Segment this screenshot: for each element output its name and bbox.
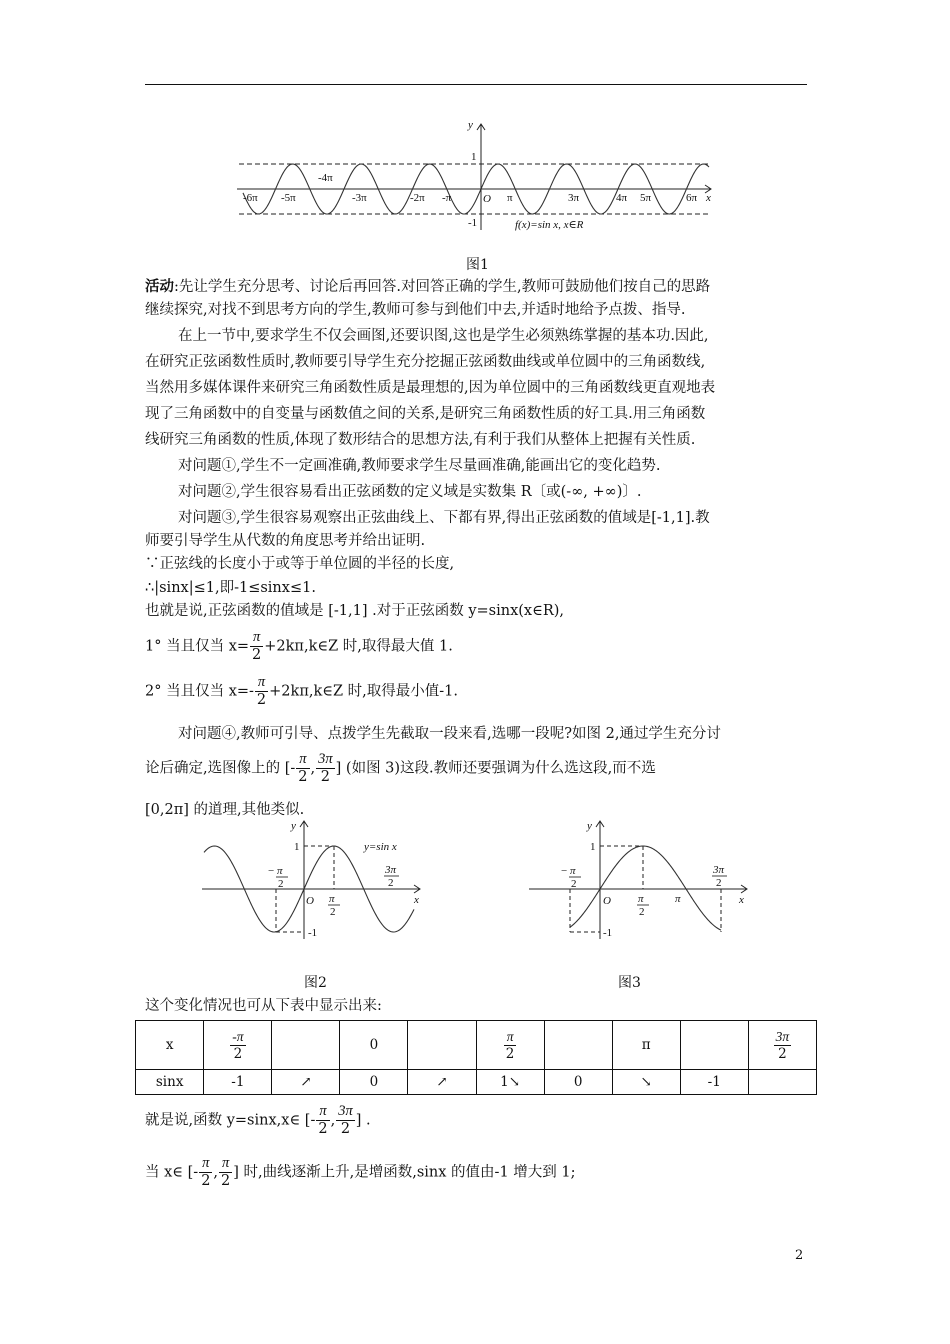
fig2-origin: O <box>306 895 314 907</box>
fig3-tick-neg-half: π <box>570 865 576 877</box>
q1-line: 对问题①,学生不一定画准确,教师要求学生尽量画准确,能画出它的变化趋势. <box>178 458 661 474</box>
fig2-tick-three-half: 3π <box>385 864 397 876</box>
table-cell: ↗ <box>408 1070 476 1095</box>
table-cell <box>408 1021 476 1070</box>
table-row <box>136 1070 817 1095</box>
table-cell <box>544 1021 612 1070</box>
fraction: $\frac{3\pi}{2}$ <box>318 751 333 785</box>
fig1-tick: 6π <box>686 192 698 204</box>
fig2-tick-den: 2 <box>278 878 284 890</box>
fig2-tick-den: 2 <box>388 877 394 889</box>
fig2-y-label: y <box>291 820 296 832</box>
fig2-tick-half: π <box>329 893 335 905</box>
fig1-tick: -6π <box>243 192 258 204</box>
activity-line-2: 继续探究,对找不到思考方向的学生,教师可参与到他们中去,并适时地给予点拨、指导. <box>145 302 686 318</box>
max-line: 1° 当且仅当 x= $\frac{\pi}{2}$ +2kπ,k∈Z 时,取得最大值 1. <box>145 629 453 663</box>
last-line: 当 x∈ [- $\frac{\pi}{2}$ , $\frac{\pi}{2}$ ] 时,曲线逐渐上升,是增函数,sinx 的值由-1 增大到 1; <box>145 1155 576 1189</box>
fig3-x-label: x <box>739 894 744 906</box>
table-cell: $\frac{3\pi}{2}$ <box>748 1021 816 1070</box>
range-line: 也就是说,正弦函数的值域是 [-1,1] .对于正弦函数 y=sinx(x∈R), <box>145 603 565 619</box>
fig1-tick: 5π <box>640 192 652 204</box>
table-cell: 0 <box>544 1070 612 1095</box>
fig3-tick-den: 2 <box>571 878 577 890</box>
table-cell: ↘ <box>612 1070 680 1095</box>
figure-2-sine-graph <box>198 815 428 940</box>
fraction: $\frac{\pi}{2}$ <box>256 674 267 708</box>
table-cell: x <box>136 1021 204 1070</box>
because-line: ∵正弦线的长度小于或等于单位圆的半径的长度, <box>145 556 455 572</box>
therefore-line: ∴|sinx|≤1,即-1≤sinx≤1. <box>145 580 316 596</box>
page-number: 2 <box>795 1248 804 1263</box>
fig1-func-label: f(x)=sin x, x∈R <box>515 219 584 231</box>
table-row <box>136 1021 817 1070</box>
table-cell: -1 <box>204 1070 272 1095</box>
min-line: 2° 当且仅当 x=- $\frac{\pi}{2}$ +2kπ,k∈Z 时,取得最小值-1. <box>145 674 459 708</box>
fig1-tick: -π <box>442 192 452 204</box>
fig1-neg-one: -1 <box>468 217 478 229</box>
fraction: $\frac{\pi}{2}$ <box>298 751 308 785</box>
fig1-origin: O <box>483 193 491 205</box>
fig1-tick: 4π <box>616 192 628 204</box>
fig3-one: 1 <box>590 841 596 853</box>
activity-label: 活动 <box>145 278 174 295</box>
q4-line-1: 对问题④,教师可引导、点拨学生先截取一段来看,选哪一段呢?如图 2,通过学生充分讨 <box>178 726 721 742</box>
para1-line: 在上一节中,要求学生不仅会画图,还要识图,这也是学生必须熟练掌握的基本功.因此, <box>178 328 709 344</box>
fig1-tick: -4π <box>318 172 333 184</box>
fig3-curve <box>570 846 721 930</box>
fig3-caption: 图3 <box>618 975 641 991</box>
header-rule <box>145 84 807 85</box>
fig2-one: 1 <box>294 841 300 853</box>
table-cell <box>680 1021 748 1070</box>
table-cell <box>272 1021 340 1070</box>
fig3-neg-sign: − <box>561 865 568 877</box>
fig2-tick-den: 2 <box>330 906 336 918</box>
fig3-tick-den: 2 <box>639 906 645 918</box>
table-cell: π <box>612 1021 680 1070</box>
para1-line: 在研究正弦函数性质时,教师要引导学生充分挖掘正弦函数曲线或单位圆中的三角函数线, <box>145 354 706 370</box>
fig1-x-label: x <box>706 192 711 204</box>
fig3-tick-half: π <box>638 893 644 905</box>
fraction: $\frac{\pi}{2}$ <box>201 1155 211 1189</box>
table-cell: ↗ <box>272 1070 340 1095</box>
para1-line: 线研究三角函数的性质,体现了数形结合的思想方法,有利于我们从整体上把握有关性质. <box>145 432 696 448</box>
q4-line-3: [0,2π] 的道理,其他类似. <box>145 802 305 818</box>
fig3-tick-pi: π <box>675 893 681 905</box>
fig1-tick: -5π <box>281 192 296 204</box>
fraction: $\frac{\pi}{2}$ <box>318 1103 328 1137</box>
para1-line: 现了三角函数中的自变量与函数值之间的关系,是研究三角函数性质的好工具.用三角函数 <box>145 406 706 422</box>
table-cell <box>748 1070 816 1095</box>
fig1-tick: π <box>507 192 513 204</box>
conclusion-line: 就是说,函数 y=sinx,x∈ [- $\frac{\pi}{2}$ , $\frac{3\pi}{2}$ ] . <box>145 1103 371 1137</box>
fig1-one: 1 <box>471 151 477 163</box>
fig2-tick-neg-half: π <box>277 865 283 877</box>
fig2-func-label: y=sin x <box>364 841 397 853</box>
table-cell: 0 <box>340 1021 408 1070</box>
fig2-neg-sign: − <box>268 865 275 877</box>
q2-line: 对问题②,学生很容易看出正弦函数的定义域是实数集 R〔或(-∞, +∞)〕. <box>178 484 642 500</box>
fig3-tick-three-half: 3π <box>713 864 725 876</box>
fig3-neg-one: -1 <box>603 927 613 939</box>
fig1-tick: -2π <box>410 192 425 204</box>
table-cell: 0 <box>340 1070 408 1095</box>
q4-line-2: 论后确定,选图像上的 [- $\frac{\pi}{2}$ , $\frac{3\pi}{2}$ ] (如图 3)这段.教师还要强调为什么选这段,而不选 <box>145 751 656 785</box>
fig3-origin: O <box>603 895 611 907</box>
fig1-y-label: y <box>468 119 473 131</box>
fraction: $\frac{\pi}{2}$ <box>252 629 262 663</box>
figure-1-sine-graph <box>235 118 715 236</box>
fig3-tick-den: 2 <box>716 877 722 889</box>
q3-line-2: 师要引导学生从代数的角度思考并给出证明. <box>145 533 426 549</box>
para1-line: 当然用多媒体课件来研究三角函数性质是最理想的,因为单位圆中的三角函数线更直观地表 <box>145 380 716 396</box>
fig2-x-label: x <box>414 894 419 906</box>
fig3-y-label: y <box>587 820 592 832</box>
table-cell: $\frac{-\pi}{2}$ <box>204 1021 272 1070</box>
activity-line-1: 活动:先让学生充分思考、讨论后再回答.对回答正确的学生,教师可鼓励他们按自己的思路 <box>145 278 711 295</box>
table-cell: $\frac{\pi}{2}$ <box>476 1021 544 1070</box>
fig1-tick: -3π <box>352 192 367 204</box>
table-intro: 这个变化情况也可从下表中显示出来: <box>145 998 382 1014</box>
fig1-caption: 图1 <box>466 257 489 273</box>
fraction: $\frac{\pi}{2}$ <box>221 1155 231 1189</box>
value-table <box>135 1020 817 1095</box>
table-cell: sinx <box>136 1070 204 1095</box>
figure-3-sine-graph <box>525 815 755 940</box>
q3-line-1: 对问题③,学生很容易观察出正弦曲线上、下都有界,得出正弦函数的值域是[-1,1].教 <box>178 510 710 526</box>
table-cell: 1↘ <box>476 1070 544 1095</box>
fig2-caption: 图2 <box>304 975 327 991</box>
table-cell: -1 <box>680 1070 748 1095</box>
fig1-tick: 3π <box>568 192 580 204</box>
fraction: $\frac{3\pi}{2}$ <box>338 1103 353 1137</box>
fig2-neg-one: -1 <box>308 927 318 939</box>
